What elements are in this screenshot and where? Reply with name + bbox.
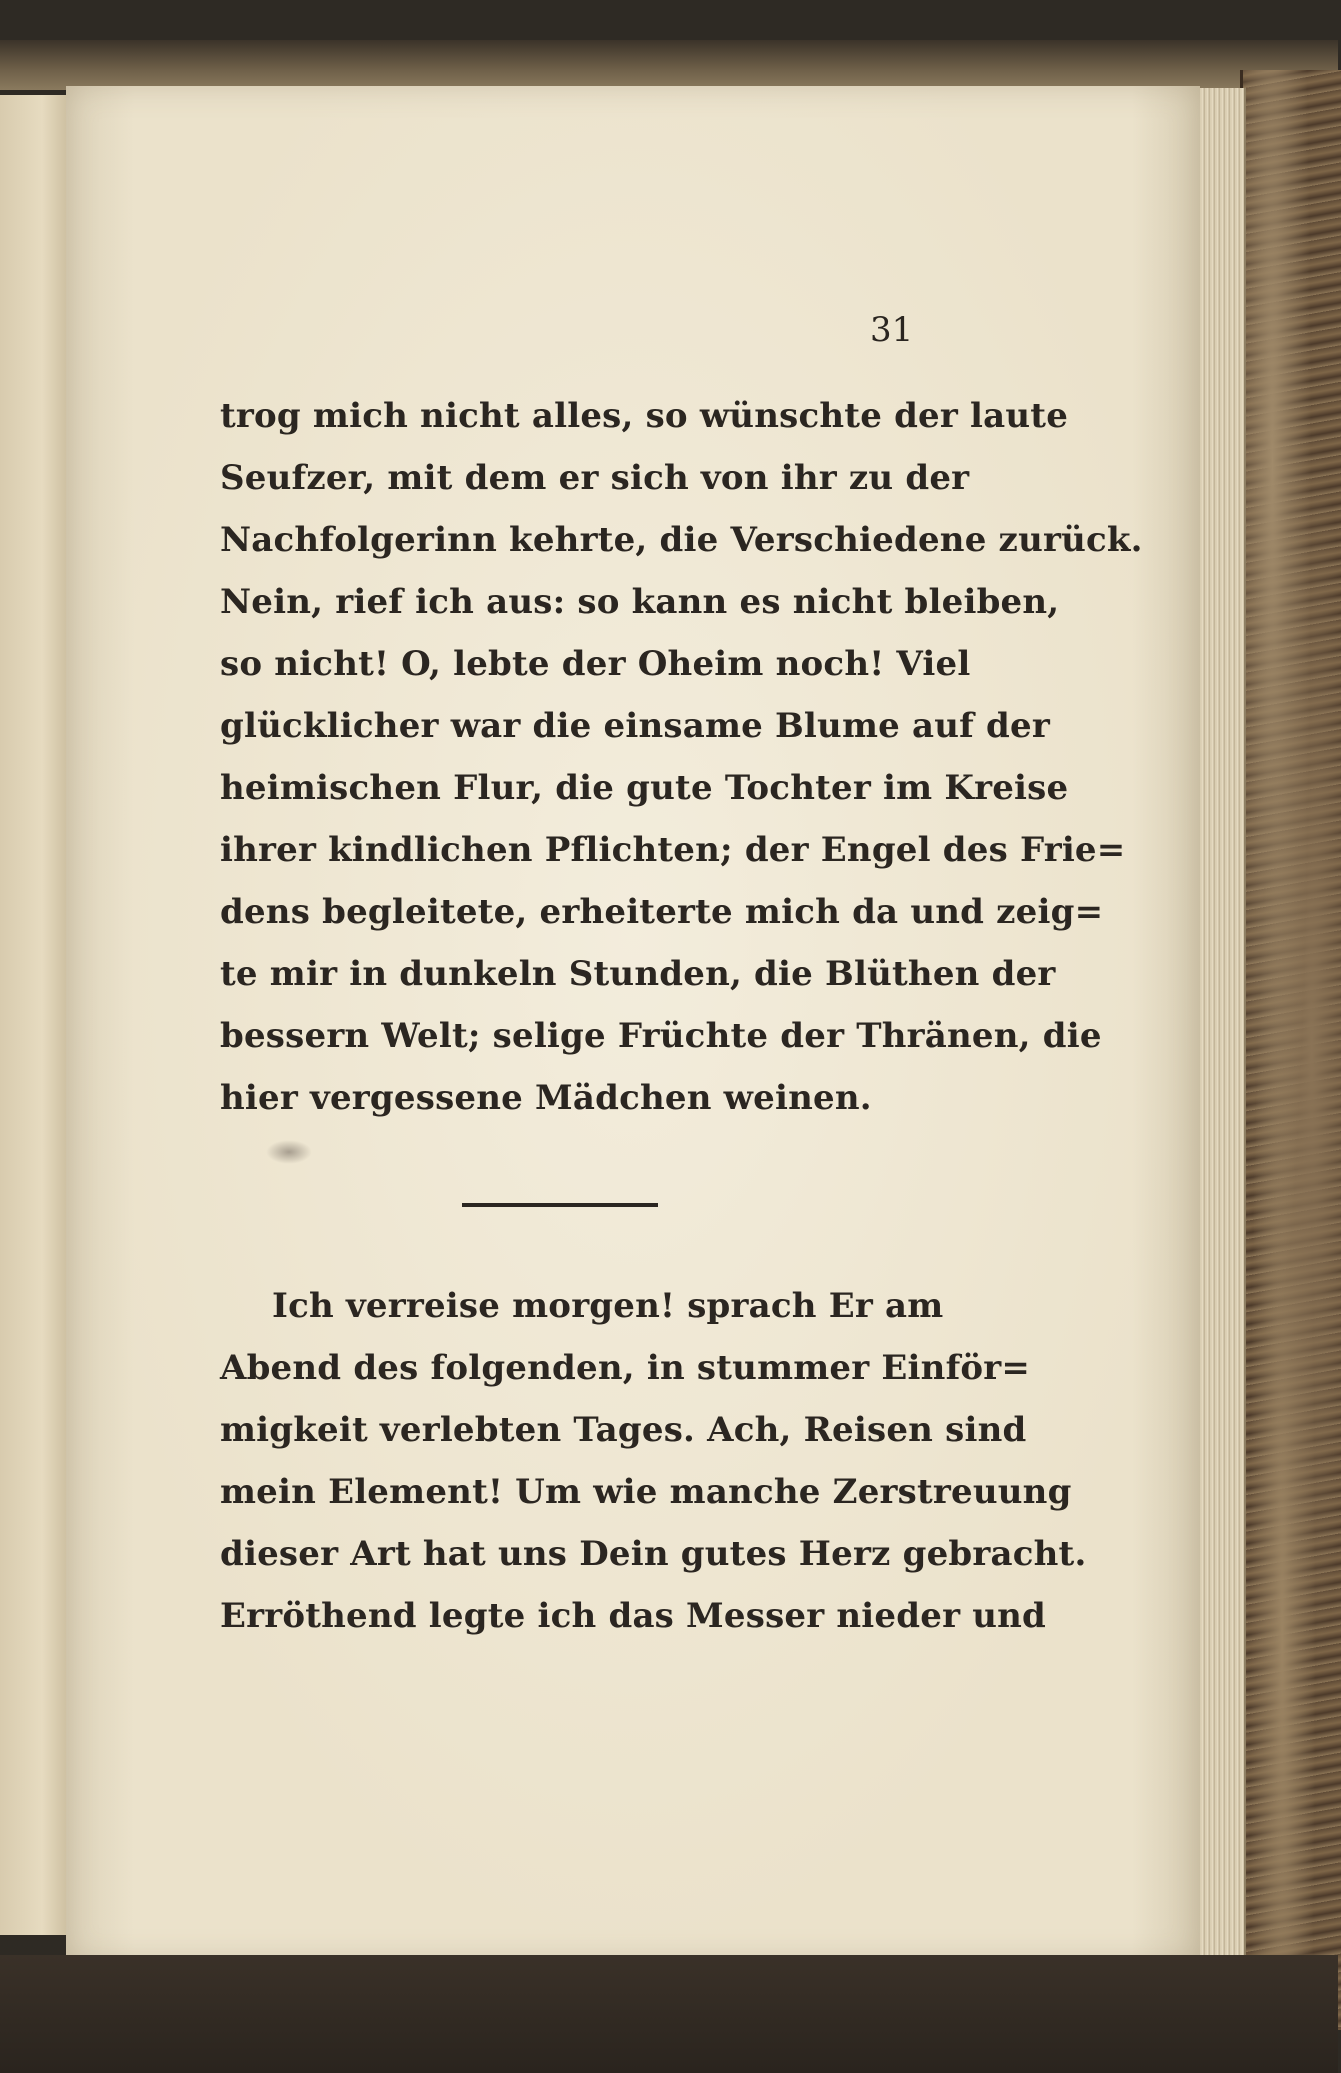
page-stack-edge: [1196, 88, 1246, 1960]
text-line: bessern Welt; selige Früchte der Thränen, die: [220, 1016, 1102, 1056]
paragraph-2: [220, 1275, 1087, 1647]
book-bottom-edge: [0, 1955, 1338, 2073]
text-line: dens begleitete, erheiterte mich da und zeig=: [220, 892, 1104, 932]
previous-page-edge: [0, 95, 72, 1935]
text-line: Nein, rief ich aus: so kann es nicht bleiben,: [220, 582, 1060, 622]
text-line: Nachfolgerinn kehrte, die Verschiedene zurück.: [220, 520, 1143, 560]
text-line: heimischen Flur, die gute Tochter im Kreise: [220, 768, 1069, 808]
text-line: migkeit verlebten Tages. Ach, Reisen sind: [220, 1410, 1027, 1450]
text-line: trog mich nicht alles, so wünschte der laute: [220, 396, 1069, 436]
text-line: Erröthend legte ich das Messer nieder und: [220, 1596, 1047, 1636]
text-line: so nicht! O, lebte der Oheim noch! Viel: [220, 644, 971, 684]
text-line: Seufzer, mit dem er sich von ihr zu der: [220, 458, 970, 498]
ink-smudge: [266, 1140, 312, 1164]
text-line: Ich verreise morgen! sprach Er am: [272, 1286, 944, 1326]
section-separator-rule: [462, 1203, 658, 1207]
text-line: mein Element! Um wie manche Zerstreuung: [220, 1472, 1072, 1512]
text-line: ihrer kindlichen Pflichten; der Engel des Frie=: [220, 830, 1126, 870]
text-line: Abend des folgenden, in stummer Einför=: [220, 1348, 1031, 1388]
text-line: te mir in dunkeln Stunden, die Blüthen der: [220, 954, 1056, 994]
text-line: glücklicher war die einsame Blume auf der: [220, 706, 1050, 746]
book-cover-top-edge: [0, 40, 1338, 90]
text-line: hier vergessene Mädchen weinen.: [220, 1078, 872, 1118]
page-number: 31: [870, 310, 914, 350]
text-line: dieser Art hat uns Dein gutes Herz gebracht.: [220, 1534, 1087, 1574]
marbled-cover: [1240, 70, 1341, 2030]
paragraph-1: [220, 385, 1143, 1129]
